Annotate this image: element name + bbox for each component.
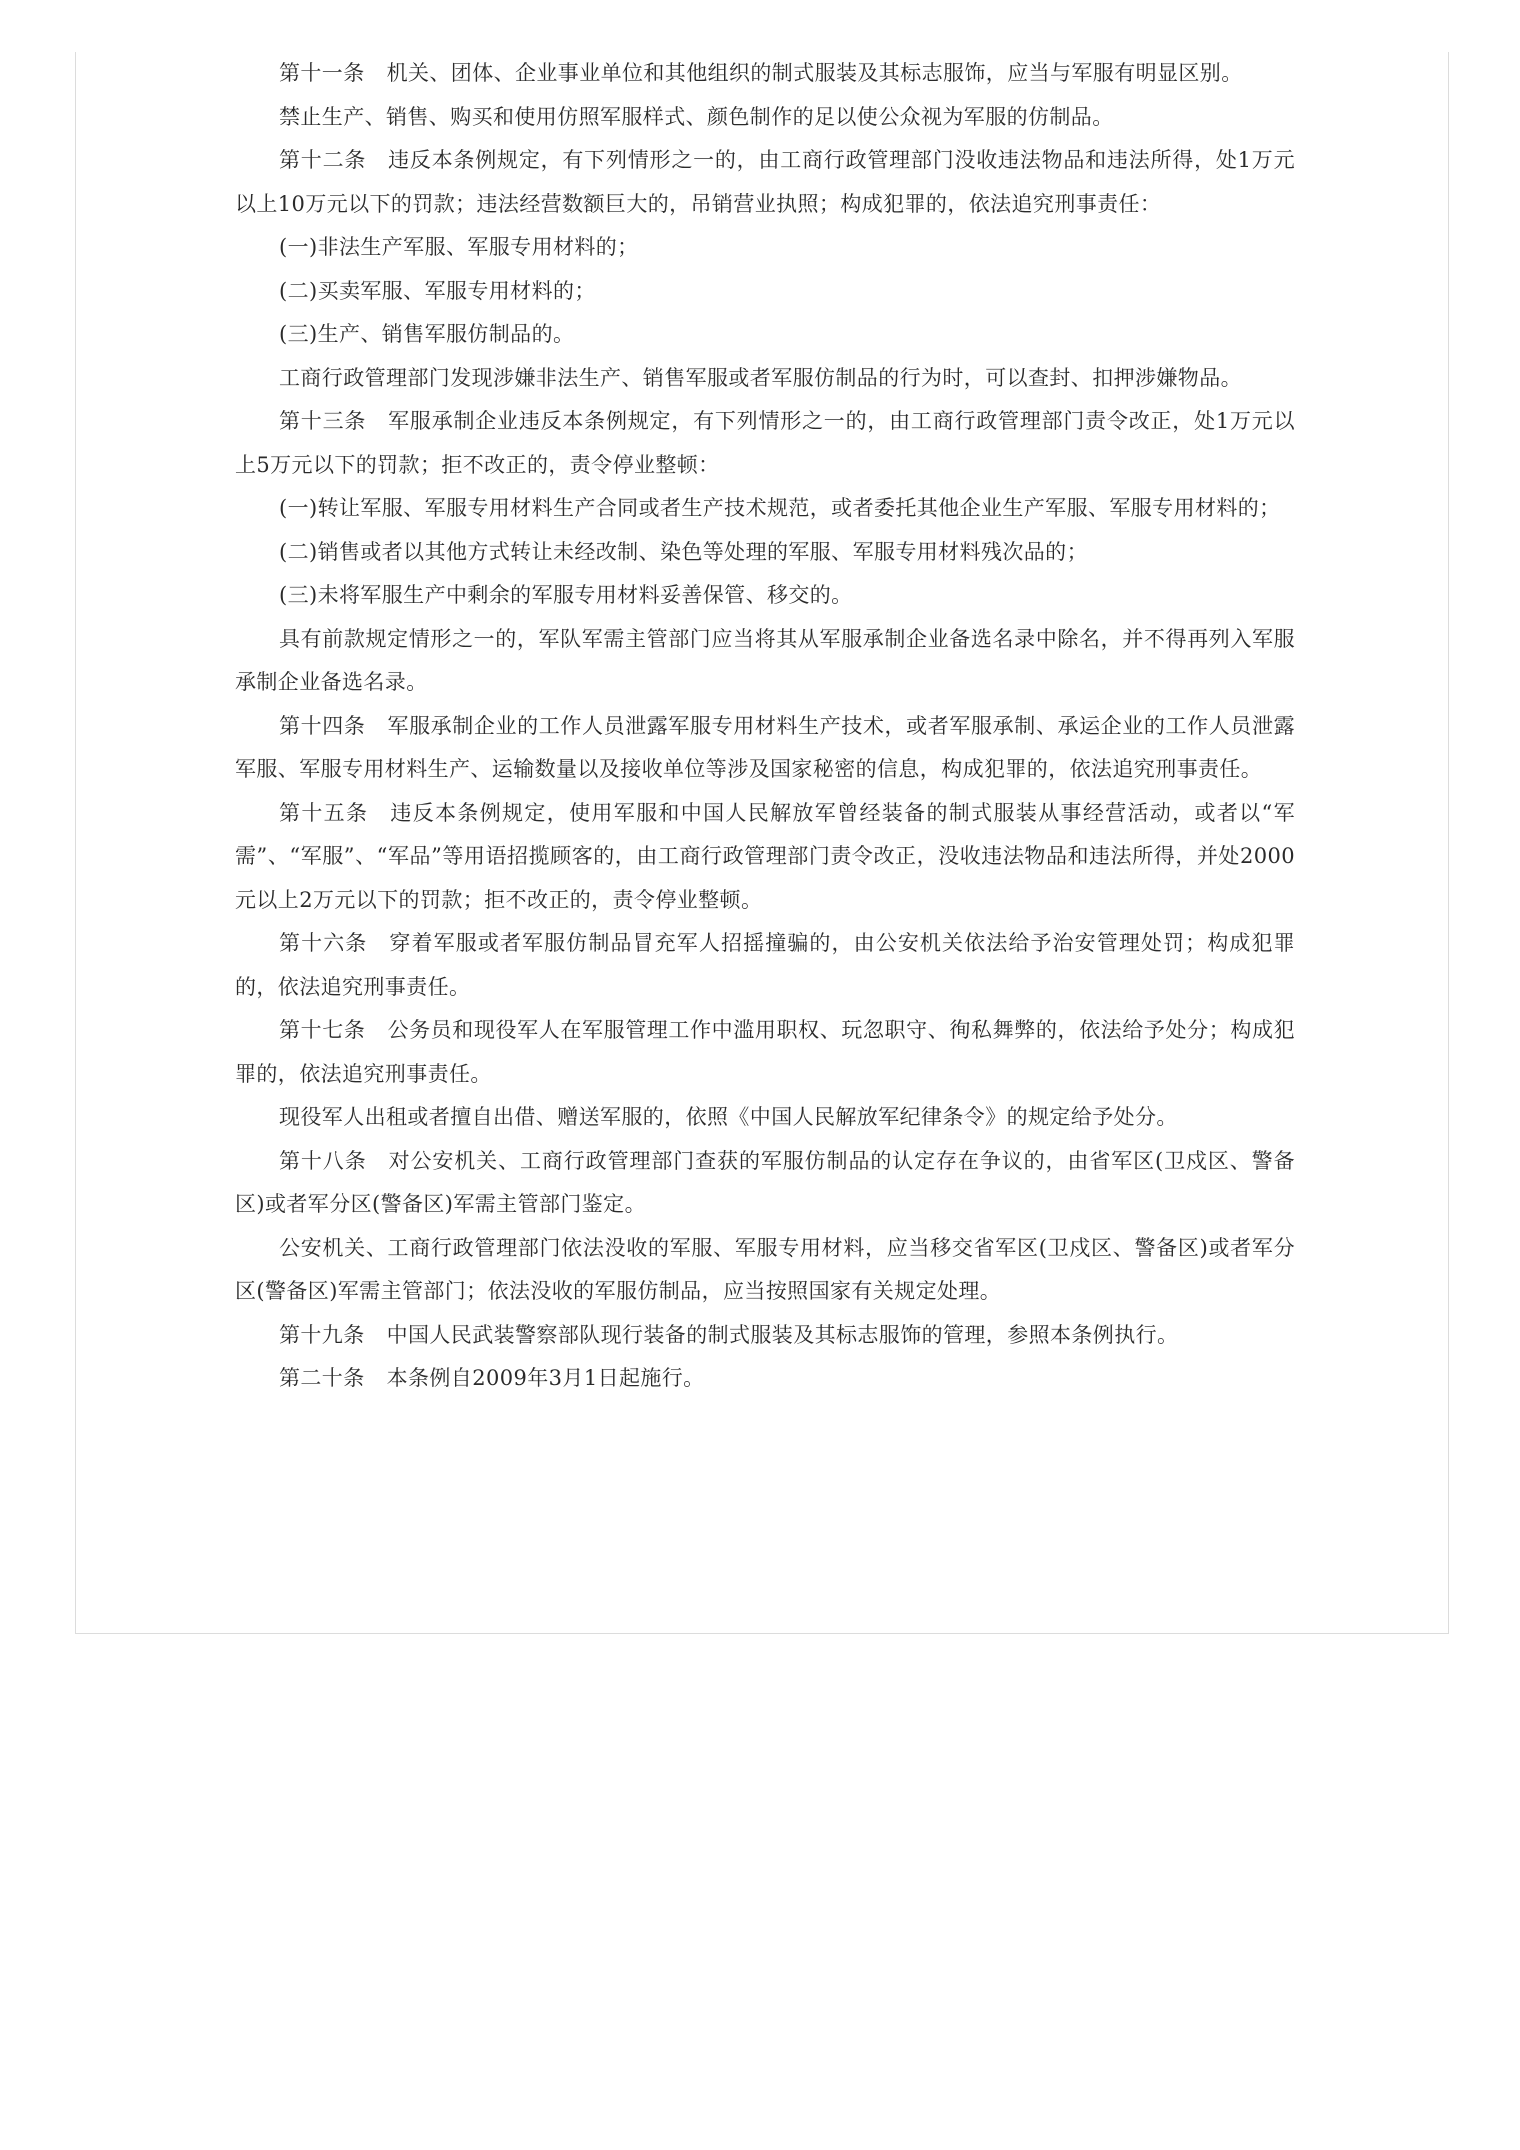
paragraph-text: 机关、团体、企业事业单位和其他组织的制式服装及其标志服饰，应当与军服有明显区别。 (386, 61, 1243, 85)
paragraph (235, 96, 1295, 140)
paragraph (235, 400, 1295, 487)
document-body (235, 52, 1295, 1401)
paragraph-text: 违反本条例规定，使用军服和中国人民解放军曾经装备的制式服装从事经营活动，或者以“军需”、“军服”、“军品”等用语招揽顾客的，由工商行政管理部门责令改正，没收违法物品和违法所得，并处2000元以上2万元以下的罚款；拒不改正的，责令停业整顿。 (235, 800, 1295, 912)
paragraph (235, 1357, 1295, 1401)
paragraph-text: (一)转让军服、军服专用材料生产合同或者生产技术规范，或者委托其他企业生产军服、军服专用材料的； (279, 496, 1281, 520)
paragraph-text: (一)非法生产军服、军服专用材料的； (279, 235, 639, 259)
article-number: 第十六条 (279, 931, 368, 955)
paragraph-text: 军服承制企业违反本条例规定，有下列情形之一的，由工商行政管理部门责令改正，处1万元以上5万元以下的罚款；拒不改正的，责令停业整顿： (235, 409, 1295, 477)
paragraph (235, 531, 1295, 575)
paragraph-text: 违反本条例规定，有下列情形之一的，由工商行政管理部门没收违法物品和违法所得，处1万元以上10万元以下的罚款；违法经营数额巨大的，吊销营业执照；构成犯罪的，依法追究刑事责任： (235, 148, 1295, 216)
paragraph-text: 禁止生产、销售、购买和使用仿照军服样式、颜色制作的足以使公众视为军服的仿制品。 (279, 104, 1114, 129)
article-number: 第十七条 (279, 1018, 366, 1042)
article-number: 第十九条 (279, 1322, 365, 1347)
paragraph (235, 1140, 1295, 1227)
paragraph (235, 139, 1295, 226)
paragraph (235, 226, 1295, 270)
paragraph (235, 705, 1295, 792)
article-number: 第十一条 (279, 61, 365, 85)
paragraph-text: 公务员和现役军人在军服管理工作中滥用职权、玩忽职守、徇私舞弊的，依法给予处分；构成犯罪的，依法追究刑事责任。 (235, 1018, 1295, 1086)
paragraph (235, 618, 1295, 705)
paragraph-text: 对公安机关、工商行政管理部门查获的军服仿制品的认定存在争议的，由省军区(卫戍区、警备区)或者军分区(警备区)军需主管部门鉴定。 (235, 1148, 1295, 1216)
paragraph (235, 922, 1295, 1009)
paragraph (235, 1009, 1295, 1096)
article-number: 第十五条 (279, 800, 369, 825)
paragraph-text: 军服承制企业的工作人员泄露军服专用材料生产技术，或者军服承制、承运企业的工作人员泄露军服、军服专用材料生产、运输数量以及接收单位等涉及国家秘密的信息，构成犯罪的，依法追究刑事责任。 (235, 713, 1295, 781)
article-number: 第十二条 (279, 148, 367, 172)
paragraph-text: 穿着军服或者军服仿制品冒充军人招摇撞骗的，由公安机关依法给予治安管理处罚；构成犯罪的，依法追究刑事责任。 (235, 931, 1295, 999)
paragraph-text: 现役军人出租或者擅自出借、赠送军服的，依照《中国人民解放军纪律条令》的规定给予处分。 (279, 1105, 1178, 1129)
paragraph (235, 792, 1295, 923)
article-number: 第十八条 (279, 1148, 367, 1173)
article-number: 第二十条 (279, 1366, 365, 1390)
paragraph (235, 1096, 1295, 1140)
paragraph-text: (二)买卖军服、军服专用材料的； (279, 278, 596, 303)
paragraph (235, 357, 1295, 401)
document-page (75, 52, 1449, 1634)
article-number: 第十三条 (279, 409, 367, 433)
paragraph-text: 工商行政管理部门发现涉嫌非法生产、销售军服或者军服仿制品的行为时，可以查封、扣押涉嫌物品。 (279, 365, 1242, 390)
paragraph (235, 313, 1295, 357)
paragraph-text: 本条例自2009年3月1日起施行。 (386, 1366, 705, 1390)
paragraph-text: (三)未将军服生产中剩余的军服专用材料妥善保管、移交的。 (279, 583, 853, 607)
paragraph-text: (三)生产、销售军服仿制品的。 (279, 322, 575, 346)
paragraph (235, 574, 1295, 618)
paragraph (235, 52, 1295, 96)
paragraph-text: 公安机关、工商行政管理部门依法没收的军服、军服专用材料，应当移交省军区(卫戍区、警备区)或者军分区(警备区)军需主管部门；依法没收的军服仿制品，应当按照国家有关规定处理。 (235, 1235, 1295, 1303)
paragraph (235, 487, 1295, 531)
article-number: 第十四条 (279, 713, 366, 738)
paragraph-text: (二)销售或者以其他方式转让未经改制、染色等处理的军服、军服专用材料残次品的； (279, 539, 1088, 564)
paragraph (235, 270, 1295, 314)
paragraph (235, 1227, 1295, 1314)
paragraph-text: 中国人民武装警察部队现行装备的制式服装及其标志服饰的管理，参照本条例执行。 (386, 1322, 1179, 1347)
paragraph (235, 1314, 1295, 1358)
paragraph-text: 具有前款规定情形之一的，军队军需主管部门应当将其从军服承制企业备选名录中除名，并不得再列入军服承制企业备选名录。 (235, 626, 1295, 694)
